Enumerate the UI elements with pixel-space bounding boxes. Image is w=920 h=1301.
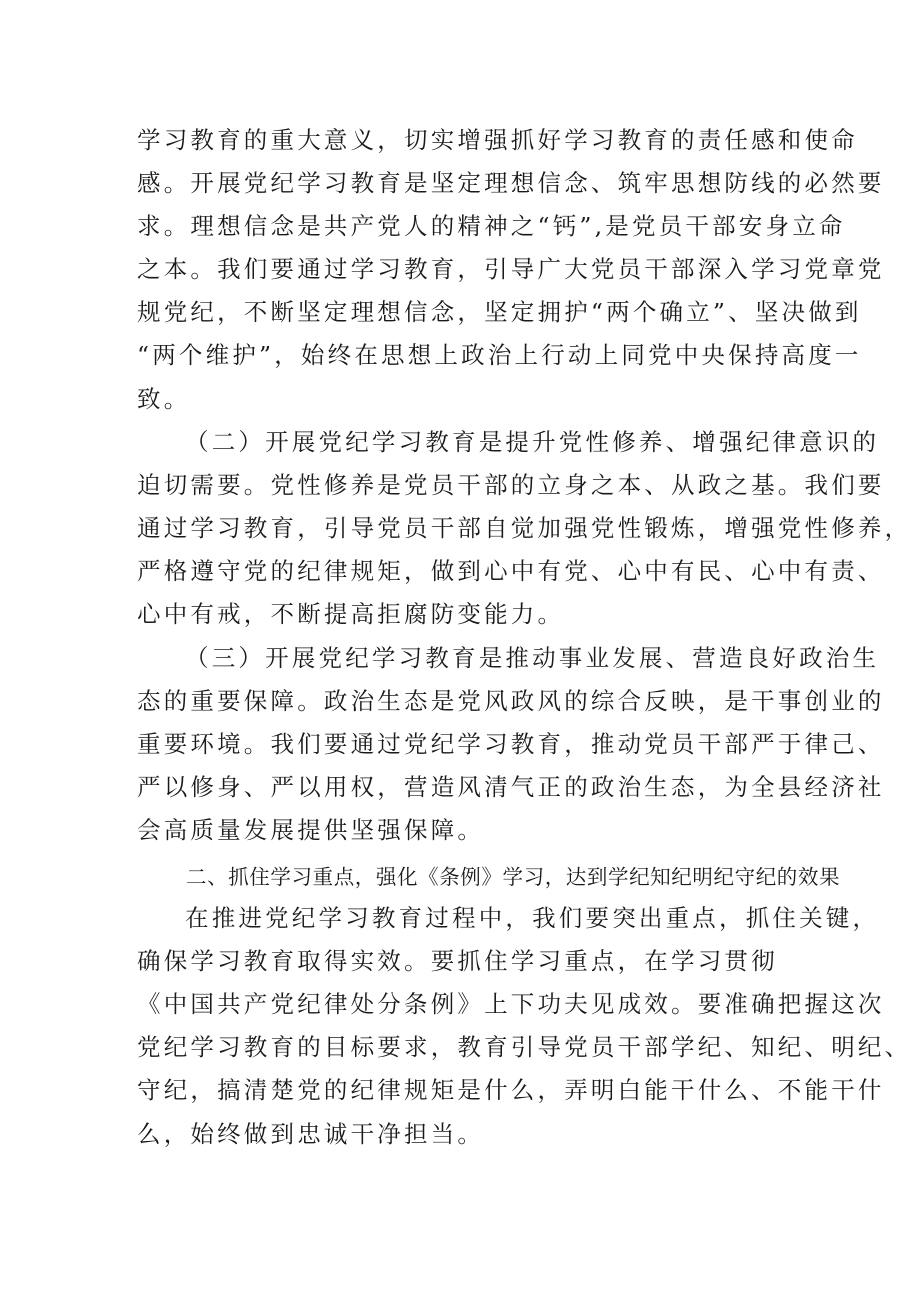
paragraph-3-line-4: 严以修身、严以用权，营造风清气正的政治生态，为全县经济社: [137, 773, 885, 801]
paragraph-1-line-3: 求。理想信念是共产党人的精神之“钙”,是党员干部安身立命: [137, 212, 846, 240]
paragraph-4-line-1: 在推进党纪学习教育过程中，我们要突出重点，抓住关键，: [185, 904, 880, 932]
paragraph-2-line-5: 心中有戒，不断提高拒腐防变能力。: [137, 600, 565, 628]
paragraph-4-line-6: 么，始终做到忠诚干净担当。: [137, 1120, 485, 1148]
paragraph-2-line-3: 通过学习教育，引导党员干部自觉加强党性锻炼，增强党性修养，: [137, 514, 912, 542]
paragraph-1-line-4: 之本。我们要通过学习教育，引导广大党员干部深入学习党章党: [137, 255, 885, 283]
paragraph-3-line-2: 态的重要保障。政治生态是党风政风的综合反映，是干事创业的: [137, 687, 885, 715]
paragraph-1-line-2: 感。开展党纪学习教育是坚定理想信念、筑牢思想防线的必然要: [137, 169, 885, 197]
paragraph-3-line-3: 重要环境。我们要通过党纪学习教育，推动党员干部严于律己、: [137, 730, 885, 758]
paragraph-2-line-4: 严格遵守党的纪律规矩，做到心中有党、心中有民、心中有责、: [137, 557, 885, 585]
paragraph-1-line-6: “两个维护”，始终在思想上政治上行动上同党中央保持高度一: [137, 341, 862, 369]
paragraph-1-line-1: 学习教育的重大意义，切实增强抓好学习教育的责任感和使命: [137, 126, 858, 154]
paragraph-2-line-1: （二）开展党纪学习教育是提升党性修养、增强纪律意识的: [185, 428, 880, 456]
paragraph-3-line-5: 会高质量发展提供坚强保障。: [137, 816, 485, 844]
paragraph-4-line-3: 《中国共产党纪律处分条例》上下功夫见成效。要准确把握这次: [137, 990, 885, 1018]
paragraph-3-line-1: （三）开展党纪学习教育是推动事业发展、营造良好政治生: [185, 644, 880, 672]
paragraph-4-line-2: 确保学习教育取得实效。要抓住学习重点，在学习贯彻: [137, 947, 778, 975]
section-heading: 二、抓住学习重点，强化《条例》学习，达到学纪知纪明纪守纪的效果: [186, 865, 841, 889]
paragraph-2-line-2: 迫切需要。党性修养是党员干部的立身之本、从政之基。我们要: [137, 471, 885, 499]
paragraph-4-line-5: 守纪，搞清楚党的纪律规矩是什么，弄明白能干什么、不能干什: [137, 1076, 885, 1104]
paragraph-4-line-4: 党纪学习教育的目标要求，教育引导党员干部学纪、知纪、明纪、: [137, 1033, 912, 1061]
paragraph-1-line-7: 致。: [137, 385, 191, 413]
paragraph-1-line-5: 规党纪，不断坚定理想信念，坚定拥护“两个确立”、坚决做到: [137, 298, 862, 326]
